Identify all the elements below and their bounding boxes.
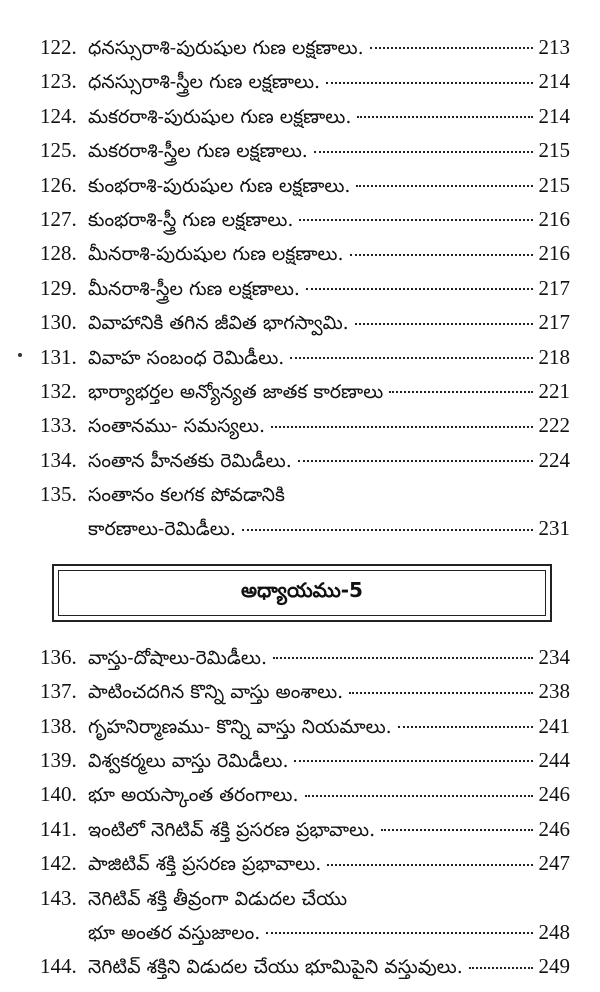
entry-number: 124. [40, 103, 77, 128]
entry-number: 133. [40, 413, 77, 438]
dot-leader [306, 288, 533, 290]
entry-page-number: 217 [538, 310, 570, 335]
entry-number: 127. [40, 206, 77, 231]
entry-number: 123. [40, 69, 77, 94]
toc-entry [40, 271, 570, 305]
entry-page-number: 216 [538, 206, 570, 231]
entry-page-number: 214 [538, 69, 570, 94]
entry-title: వివాహ సంబంధ రెమిడీలు. [88, 346, 285, 369]
entry-page-number: 217 [538, 275, 570, 300]
entry-page-number: 218 [538, 344, 570, 369]
dot-leader [298, 460, 533, 462]
toc-entry [40, 640, 570, 674]
toc-entry [40, 236, 570, 270]
entry-title: కుంభరాశి-పురుషుల గుణ లక్షణాలు. [88, 174, 351, 197]
entry-number: 122. [40, 35, 77, 59]
toc-entry [40, 477, 570, 511]
toc-entry [40, 340, 570, 374]
toc-entry [40, 846, 570, 880]
toc-entry [40, 202, 570, 236]
entry-number: 131. [40, 344, 77, 369]
margin-dot [18, 353, 22, 357]
dot-leader [469, 967, 533, 969]
dot-leader [350, 254, 533, 256]
entry-title: నెగిటివ్ శక్తిని విడుదల చేయు భూమిపైని వస్తువులు. [88, 956, 463, 979]
entry-number: 126. [40, 172, 77, 197]
dot-leader [349, 692, 532, 694]
toc-entry-continuation [40, 915, 570, 949]
entry-page-number: 238 [538, 679, 570, 704]
chapter-heading-box [52, 564, 552, 622]
dot-leader [305, 795, 533, 797]
entry-title: ఇంటిలో నెగిటివ్ శక్తి ప్రసరణ ప్రభావాలు. [88, 818, 376, 841]
entry-number: 134. [40, 447, 77, 472]
toc-entry [40, 949, 570, 983]
chapter-heading: అధ్యాయము-5 [58, 570, 546, 616]
dot-leader [242, 529, 533, 531]
toc-entry [40, 812, 570, 846]
entry-title: మకరరాశి-స్త్రీల గుణ లక్షణాలు. [88, 140, 308, 163]
entry-number: 141. [40, 816, 77, 841]
entry-title: పాజిటివ్ శక్తి ప్రసరణ ప్రభావాలు. [88, 853, 322, 876]
entry-page-number: 221 [538, 378, 570, 403]
dot-leader [294, 760, 532, 762]
entry-title-line2: కారణాలు-రెమిడీలు. [88, 518, 236, 541]
toc-entry [40, 168, 570, 202]
toc-entry-continuation [40, 511, 570, 545]
dot-leader [271, 426, 533, 428]
entry-page-number: 247 [538, 851, 570, 876]
toc-list-part-a [40, 30, 570, 546]
entry-title: మీనరాశి-స్త్రీల గుణ లక్షణాలు. [88, 277, 300, 300]
entry-page-number: 246 [538, 782, 570, 807]
dot-leader [327, 864, 532, 866]
toc-entry [40, 709, 570, 743]
toc-entry [40, 305, 570, 339]
dot-leader [355, 323, 533, 325]
entry-title: పాటించదగిన కొన్ని వాస్తు అంశాలు. [88, 681, 344, 704]
entry-page-number: 231 [538, 516, 570, 541]
entry-title: మీనరాశి-పురుషుల గుణ లక్షణాలు. [88, 243, 344, 266]
entry-number: 143. [40, 885, 77, 910]
entry-number: 140. [40, 782, 77, 807]
entry-title: సంతానము- సమస్యలు. [88, 415, 265, 438]
entry-number: 144. [40, 954, 77, 979]
entry-title: నెగిటివ్ శక్తి తీవ్రంగా విడుదల చేయు [88, 887, 348, 910]
dot-leader [381, 829, 532, 831]
entry-page-number: 234 [538, 644, 570, 669]
toc-entry [40, 881, 570, 915]
entry-page-number: 248 [538, 919, 570, 944]
entry-title: ధనస్సురాశి-పురుషుల గుణ లక్షణాలు. [88, 37, 364, 59]
entry-page-number: 244 [538, 748, 570, 773]
toc-entry [40, 743, 570, 777]
entry-title-line2: భూ అంతర వస్తుజాలం. [88, 921, 261, 944]
toc-entry [40, 99, 570, 133]
entry-page-number: 246 [538, 816, 570, 841]
entry-title: సంతాన హీనతకు రెమిడీలు. [88, 449, 292, 472]
entry-number: 136. [40, 644, 77, 669]
toc-entry [40, 64, 570, 98]
entry-title: గృహనిర్మాణము- కొన్ని వాస్తు నియమాలు. [88, 715, 392, 738]
entry-page-number: 213 [538, 35, 570, 59]
dot-leader [357, 116, 532, 118]
entry-title: విశ్వకర్మలు వాస్తు రెమిడీలు. [88, 750, 289, 773]
dot-leader [299, 219, 532, 221]
toc-entry [40, 133, 570, 167]
toc-entry [40, 443, 570, 477]
dot-leader [266, 932, 532, 934]
entry-page-number: 216 [538, 241, 570, 266]
toc-entry [40, 30, 570, 64]
entry-title: భూ అయస్కాంత తరంగాలు. [88, 784, 299, 807]
toc-entry [40, 674, 570, 708]
entry-page-number: 214 [538, 103, 570, 128]
entry-page-number: 241 [538, 713, 570, 738]
entry-number: 129. [40, 275, 77, 300]
dot-leader [389, 391, 532, 393]
dot-leader [290, 357, 532, 359]
entry-number: 130. [40, 310, 77, 335]
entry-page-number: 215 [538, 138, 570, 163]
dot-leader [314, 151, 533, 153]
entry-number: 138. [40, 713, 77, 738]
entry-number: 128. [40, 241, 77, 266]
dot-leader [356, 185, 532, 187]
toc-entry [40, 374, 570, 408]
entry-number: 137. [40, 679, 77, 704]
dot-leader [326, 82, 532, 84]
entry-title: వివాహానికి తగిన జీవిత భాగస్వామి. [88, 312, 349, 335]
entry-title: కుంభరాశి-స్త్రీ గుణ లక్షణాలు. [88, 208, 294, 231]
toc-entry [40, 408, 570, 442]
entry-page-number: 222 [538, 413, 570, 438]
entry-page-number: 249 [538, 954, 570, 979]
entry-number: 139. [40, 748, 77, 773]
dot-leader [370, 47, 533, 49]
toc-list-part-b [40, 640, 570, 984]
entry-number: 135. [40, 482, 77, 507]
entry-page-number: 215 [538, 172, 570, 197]
dot-leader [398, 726, 533, 728]
entry-title: వాస్తు-దోషాలు-రెమిడీలు. [88, 646, 268, 669]
entry-number: 125. [40, 138, 77, 163]
entry-title: ధనస్సురాశి-స్త్రీల గుణ లక్షణాలు. [88, 71, 321, 94]
toc-entry [40, 777, 570, 811]
entry-title: సంతానం కలగక పోవడానికి [88, 484, 285, 507]
entry-number: 132. [40, 378, 77, 403]
entry-number: 142. [40, 851, 77, 876]
entry-page-number: 224 [538, 447, 570, 472]
entry-title: మకరరాశి-పురుషుల గుణ లక్షణాలు. [88, 105, 352, 128]
entry-title: భార్యాభర్తల అన్యోన్యత జాతక కారణాలు [88, 380, 384, 403]
dot-leader [273, 657, 532, 659]
